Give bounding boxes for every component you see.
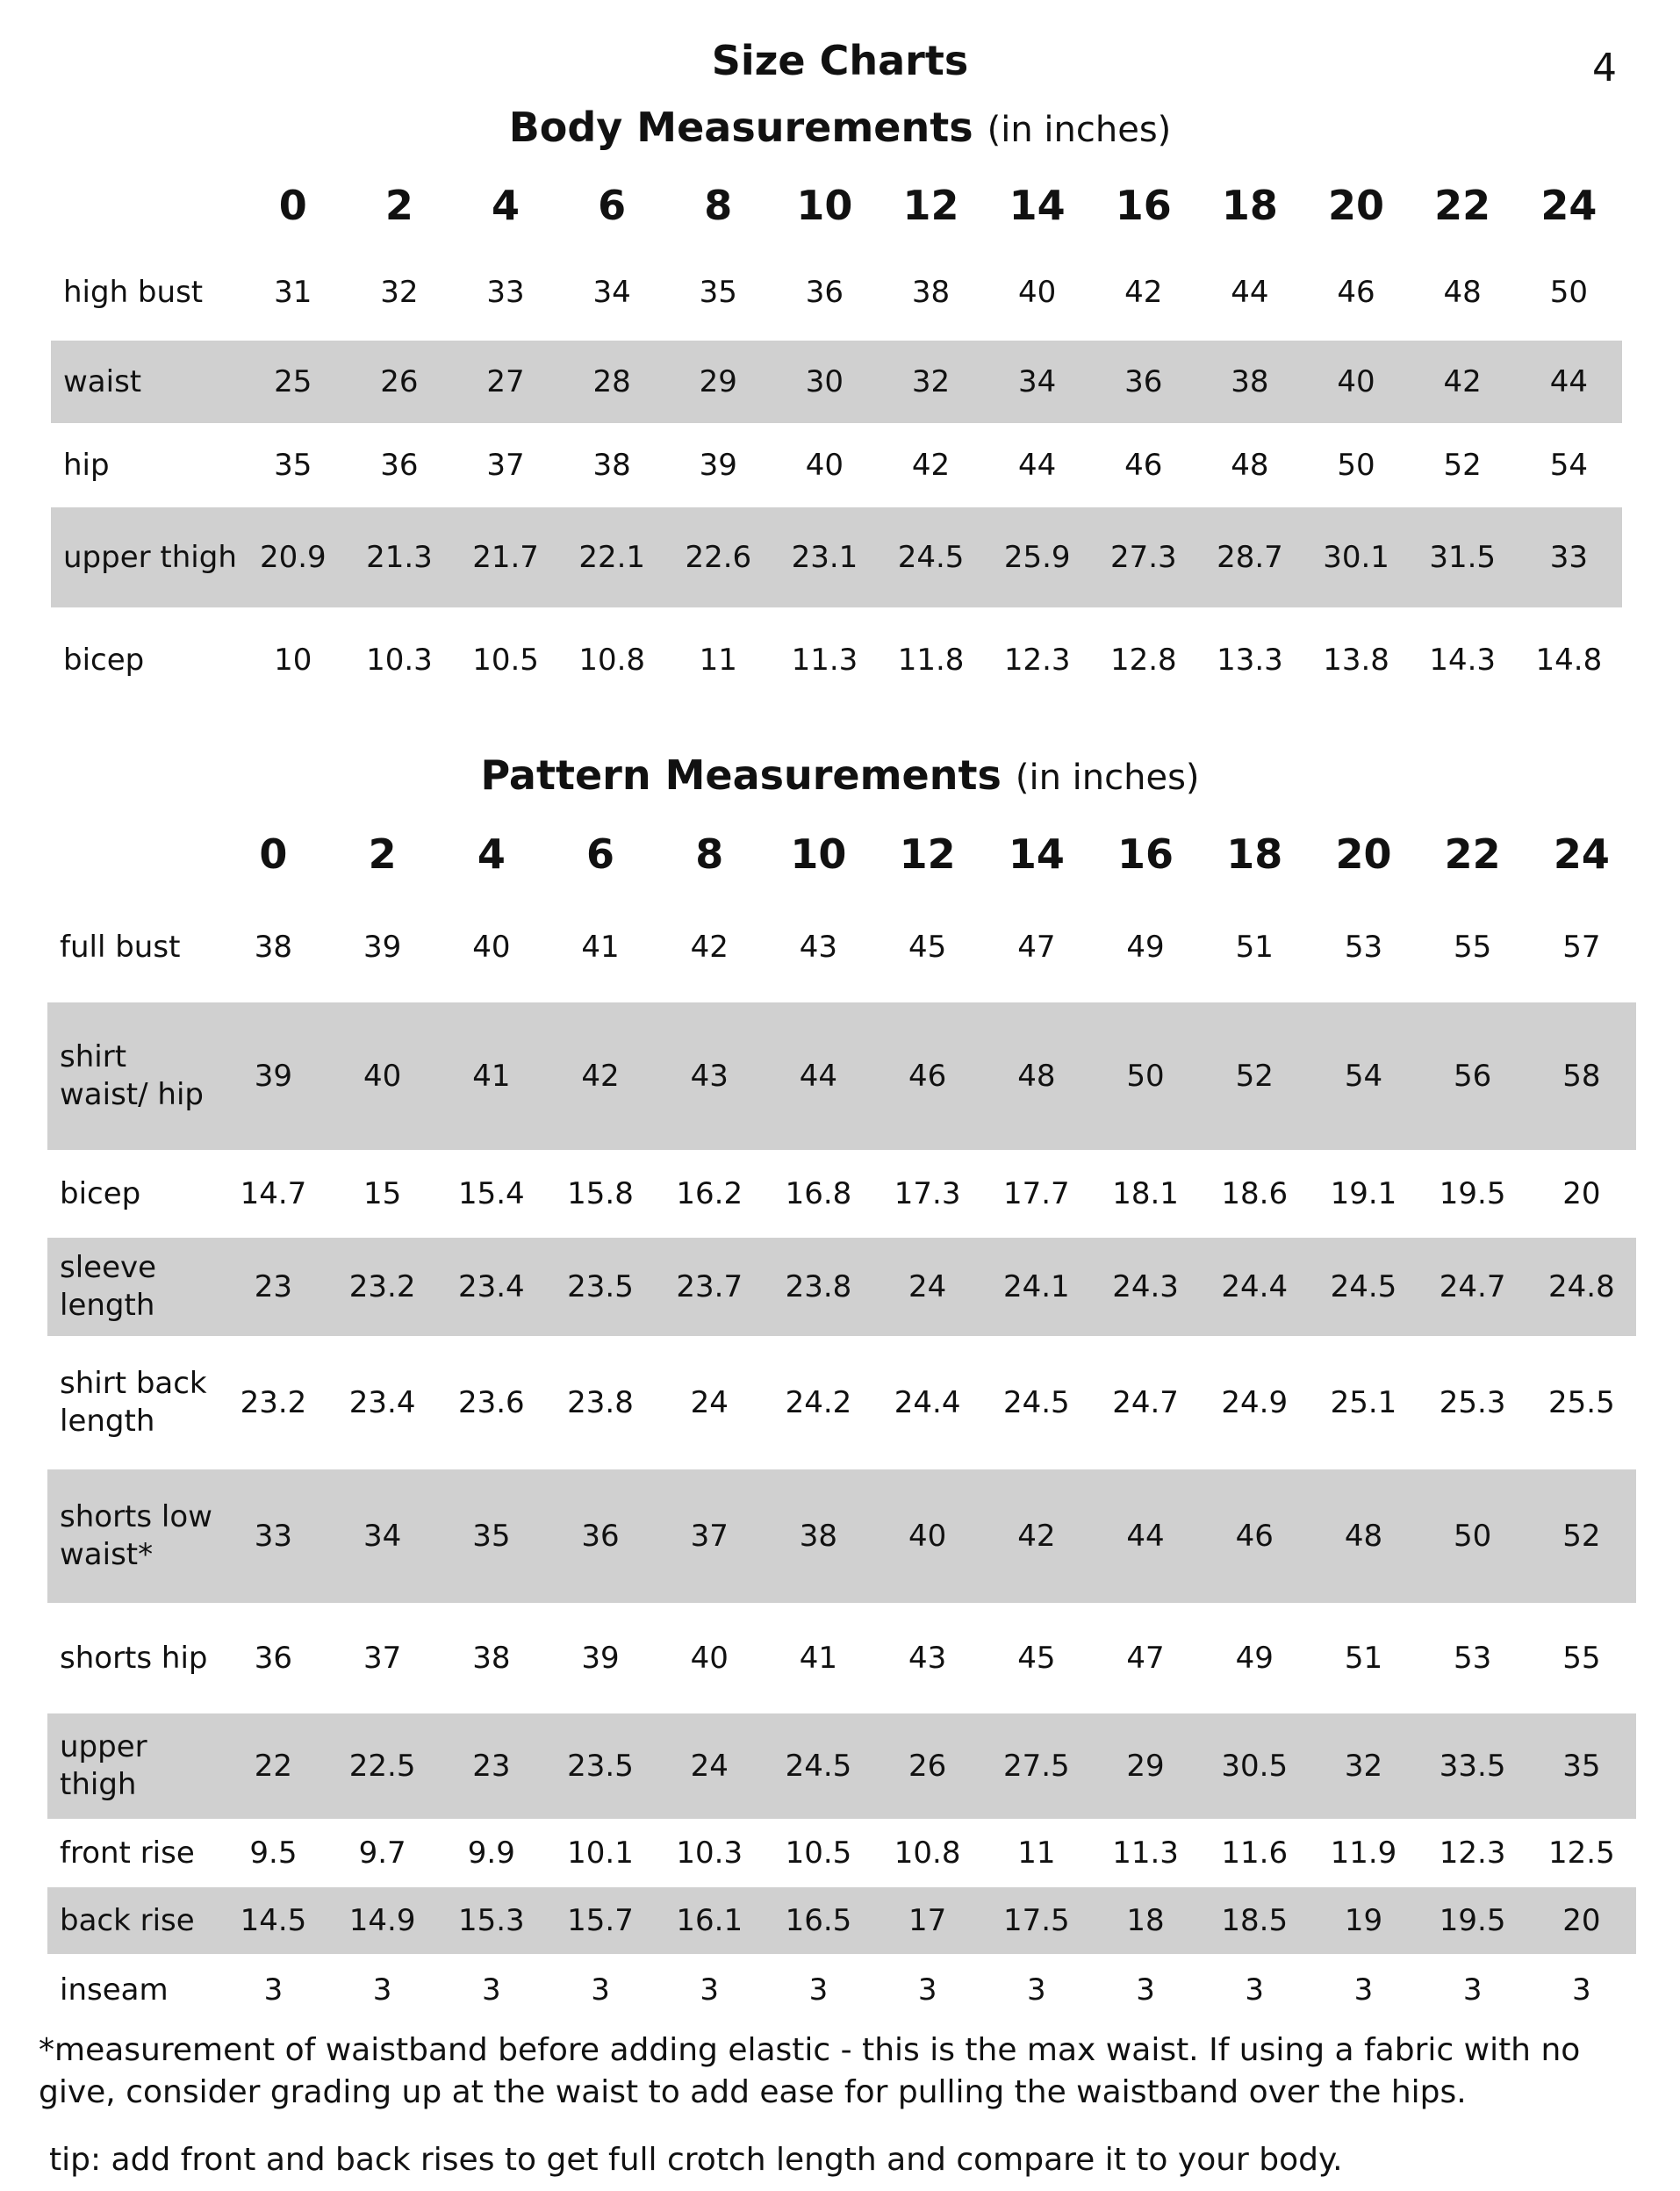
size-header: 0 — [259, 830, 288, 878]
table-cell: 57 — [1562, 930, 1601, 965]
table-cell: 52 — [1527, 1469, 1636, 1603]
row-label: high bust — [63, 274, 204, 310]
table-cell: 14.3 — [1429, 643, 1497, 678]
table-cell: 40 — [1018, 275, 1057, 310]
table-cell: 50 — [1549, 275, 1588, 310]
table-cell: 23.8 — [567, 1385, 634, 1420]
table-cell: 36 — [805, 275, 844, 310]
table-cell: 39 — [219, 1002, 327, 1150]
size-header: 8 — [695, 830, 724, 878]
table-cell: 30 — [772, 341, 878, 423]
table-cell: 38 — [1196, 341, 1303, 423]
table-row — [51, 607, 1622, 713]
table-cell: 17.7 — [1002, 1176, 1070, 1211]
table-cell: 53 — [1344, 930, 1383, 965]
size-header: 16 — [1117, 830, 1174, 878]
table-cell: 20 — [1527, 1887, 1636, 1954]
table-cell: 14.5 — [219, 1887, 327, 1954]
table-row — [47, 1603, 1636, 1713]
table-cell: 32 — [1309, 1713, 1418, 1819]
table-cell: 24.5 — [878, 507, 984, 607]
size-header: 22 — [1444, 830, 1501, 878]
table-cell: 44 — [1516, 341, 1622, 423]
table-cell: 25 — [240, 341, 346, 423]
table-cell: 49 — [1126, 930, 1165, 965]
table-cell: 16.8 — [785, 1176, 852, 1211]
table-cell: 22.6 — [665, 507, 772, 607]
table-cell: 3 — [372, 1972, 392, 2008]
table-cell: 42 — [1124, 275, 1163, 310]
size-header: 2 — [368, 830, 397, 878]
table-cell: 25.5 — [1548, 1385, 1615, 1420]
table-cell: 10.5 — [785, 1835, 852, 1871]
table-cell: 12.3 — [1439, 1835, 1506, 1871]
table-cell: 3 — [482, 1972, 501, 2008]
table-cell: 3 — [700, 1972, 720, 2008]
table-row — [47, 1150, 1636, 1238]
table-cell: 10.3 — [676, 1835, 743, 1871]
table-cell: 35 — [274, 448, 312, 483]
table-cell: 31.5 — [1410, 507, 1516, 607]
table-cell: 51 — [1344, 1641, 1383, 1676]
table-cell: 25.3 — [1439, 1385, 1506, 1420]
table-cell: 35 — [437, 1469, 546, 1603]
table-cell: 14.7 — [240, 1176, 307, 1211]
size-header: 16 — [1115, 182, 1172, 229]
table-cell: 15.7 — [546, 1887, 655, 1954]
table-cell: 9.9 — [467, 1835, 515, 1871]
table-cell: 46 — [1200, 1469, 1309, 1603]
row-label: hip — [63, 447, 110, 483]
table-cell: 40 — [328, 1002, 437, 1150]
row-label: back rise — [47, 1887, 219, 1954]
table-cell: 56 — [1418, 1002, 1527, 1150]
table-cell: 48 — [1309, 1469, 1418, 1603]
size-header: 6 — [586, 830, 615, 878]
table-cell: 24.4 — [1200, 1238, 1309, 1336]
table-cell: 24.2 — [785, 1385, 852, 1420]
table-cell: 31 — [274, 275, 312, 310]
table-cell: 13.8 — [1323, 643, 1389, 678]
size-header: 12 — [899, 830, 956, 878]
size-header: 6 — [598, 182, 627, 229]
table-cell: 50 — [1091, 1002, 1200, 1150]
table-row — [47, 1819, 1636, 1887]
pattern-heading-unit: (in inches) — [1015, 758, 1200, 798]
body-heading-unit: (in inches) — [987, 110, 1172, 150]
table-cell: 15.4 — [457, 1176, 525, 1211]
table-cell: 12.8 — [1109, 643, 1177, 678]
table-cell: 3 — [1462, 1972, 1483, 2008]
table-cell: 9.5 — [249, 1835, 298, 1871]
row-label: shorts hip — [60, 1640, 208, 1676]
table-cell: 34 — [592, 275, 631, 310]
body-measurements-table — [51, 167, 1622, 713]
size-header: 22 — [1434, 182, 1491, 229]
size-header-row — [51, 167, 1622, 244]
table-cell: 45 — [908, 930, 947, 965]
table-cell: 34 — [984, 341, 1090, 423]
table-cell: 38 — [472, 1641, 511, 1676]
table-cell: 37 — [655, 1469, 764, 1603]
table-cell: 13.3 — [1217, 643, 1283, 678]
table-cell: 25.1 — [1330, 1385, 1397, 1420]
table-cell: 32 — [878, 341, 984, 423]
table-cell: 23 — [219, 1238, 327, 1336]
table-cell: 18.5 — [1200, 1887, 1309, 1954]
table-cell: 37 — [363, 1641, 402, 1676]
table-cell: 37 — [486, 448, 525, 483]
row-label: shirt waist/ hip — [47, 1002, 219, 1150]
size-header: 0 — [278, 182, 307, 229]
table-cell: 23.2 — [328, 1238, 437, 1336]
table-cell: 3 — [1027, 1972, 1046, 2008]
table-cell: 12.5 — [1548, 1835, 1615, 1871]
page-title: Size Charts — [711, 37, 969, 84]
table-cell: 39 — [699, 448, 737, 483]
table-cell: 19.5 — [1439, 1176, 1506, 1211]
pattern-measurements-heading — [0, 751, 1680, 799]
table-cell: 36 — [546, 1469, 655, 1603]
table-cell: 29 — [1091, 1713, 1200, 1819]
row-label: upper thigh — [51, 507, 240, 607]
row-label: shorts low waist* — [47, 1469, 219, 1603]
table-cell: 53 — [1454, 1641, 1492, 1676]
row-label: full bust — [60, 929, 181, 965]
table-cell: 42 — [690, 930, 729, 965]
table-cell: 11.8 — [897, 643, 965, 678]
table-cell: 27 — [452, 341, 558, 423]
table-cell: 42 — [1410, 341, 1516, 423]
table-cell: 10.1 — [567, 1835, 634, 1871]
size-header: 4 — [477, 830, 506, 878]
table-cell: 36 — [380, 448, 419, 483]
table-cell: 27.3 — [1090, 507, 1196, 607]
table-cell: 11 — [1017, 1835, 1056, 1871]
table-cell: 10.5 — [472, 643, 539, 678]
row-label: bicep — [60, 1175, 141, 1211]
table-cell: 33 — [486, 275, 525, 310]
size-header: 2 — [384, 182, 413, 229]
table-cell: 22 — [219, 1713, 327, 1819]
table-cell: 23.5 — [546, 1238, 655, 1336]
row-label: upper thigh — [47, 1713, 219, 1819]
table-cell: 47 — [1126, 1641, 1165, 1676]
table-cell: 36 — [1090, 341, 1196, 423]
table-cell: 3 — [1245, 1972, 1265, 2008]
table-cell: 20 — [1562, 1176, 1601, 1211]
table-cell: 18.6 — [1221, 1176, 1289, 1211]
table-cell: 18 — [1091, 1887, 1200, 1954]
table-row — [47, 1336, 1636, 1469]
table-cell: 40 — [873, 1469, 982, 1603]
table-cell: 36 — [254, 1641, 293, 1676]
table-cell: 24.9 — [1221, 1385, 1289, 1420]
table-row — [47, 1954, 1636, 2026]
header-blank — [47, 816, 219, 892]
table-cell: 23.4 — [348, 1385, 416, 1420]
row-label: shirt back length — [60, 1366, 207, 1439]
table-cell: 44 — [1018, 448, 1057, 483]
size-header: 14 — [1008, 830, 1065, 878]
table-cell: 16.5 — [764, 1887, 872, 1954]
table-cell: 42 — [982, 1469, 1091, 1603]
table-cell: 40 — [1303, 341, 1409, 423]
table-cell: 11.3 — [791, 643, 858, 678]
table-cell: 30.1 — [1303, 507, 1409, 607]
table-cell: 11.9 — [1330, 1835, 1397, 1871]
size-header: 24 — [1540, 182, 1597, 229]
pattern-heading-text: Pattern Measurements — [480, 751, 1002, 799]
table-cell: 54 — [1309, 1002, 1418, 1150]
size-header-row — [47, 816, 1636, 892]
table-cell: 9.7 — [358, 1835, 406, 1871]
table-cell: 23.6 — [457, 1385, 525, 1420]
table-cell: 41 — [437, 1002, 546, 1150]
table-cell: 27.5 — [982, 1713, 1091, 1819]
table-cell: 10 — [274, 643, 312, 678]
table-cell: 23.5 — [546, 1713, 655, 1819]
table-cell: 16.2 — [676, 1176, 743, 1211]
table-cell: 21.7 — [452, 507, 558, 607]
table-row — [51, 341, 1622, 423]
table-cell: 44 — [1231, 275, 1269, 310]
table-cell: 33.5 — [1418, 1713, 1527, 1819]
table-cell: 40 — [472, 930, 511, 965]
table-cell: 17 — [873, 1887, 982, 1954]
table-cell: 15.3 — [437, 1887, 546, 1954]
table-row — [47, 1002, 1636, 1150]
table-cell: 38 — [764, 1469, 872, 1603]
size-header: 24 — [1553, 830, 1610, 878]
table-cell: 38 — [592, 448, 631, 483]
table-cell: 45 — [1017, 1641, 1056, 1676]
row-label: inseam — [60, 1972, 169, 2008]
table-cell: 23.4 — [437, 1238, 546, 1336]
table-cell: 17.5 — [982, 1887, 1091, 1954]
table-cell: 35 — [699, 275, 737, 310]
table-cell: 22.5 — [328, 1713, 437, 1819]
table-cell: 23.7 — [655, 1238, 764, 1336]
table-cell: 38 — [254, 930, 293, 965]
table-cell: 44 — [1091, 1469, 1200, 1603]
table-cell: 51 — [1235, 930, 1274, 965]
size-header: 12 — [902, 182, 959, 229]
table-cell: 48 — [1231, 448, 1269, 483]
table-cell: 24.5 — [764, 1713, 872, 1819]
table-cell: 50 — [1337, 448, 1375, 483]
row-label: bicep — [63, 642, 145, 678]
table-row — [51, 244, 1622, 341]
table-cell: 50 — [1418, 1469, 1527, 1603]
table-cell: 52 — [1200, 1002, 1309, 1150]
table-cell: 19 — [1309, 1887, 1418, 1954]
table-cell: 44 — [764, 1002, 872, 1150]
table-cell: 24 — [873, 1238, 982, 1336]
table-cell: 25.9 — [984, 507, 1090, 607]
table-cell: 24 — [690, 1385, 729, 1420]
table-cell: 54 — [1549, 448, 1588, 483]
table-cell: 24.5 — [1002, 1385, 1070, 1420]
row-label: waist — [51, 341, 240, 423]
table-cell: 24.7 — [1112, 1385, 1179, 1420]
table-cell: 10.8 — [894, 1835, 961, 1871]
table-cell: 22.1 — [559, 507, 665, 607]
table-cell: 38 — [911, 275, 951, 310]
footnote: *measurement of waistband before adding elastic - this is the max waist. If using a fabric with no give, consider grading up at the waist to add ease for pulling the waistband over the hips. — [39, 2032, 1581, 2110]
table-cell: 42 — [911, 448, 951, 483]
table-cell: 3 — [591, 1972, 610, 2008]
table-row — [47, 1469, 1636, 1603]
table-cell: 28.7 — [1196, 507, 1303, 607]
table-cell: 48 — [1443, 275, 1482, 310]
table-cell: 24.8 — [1527, 1238, 1636, 1336]
size-header: 10 — [796, 182, 853, 229]
table-cell: 41 — [799, 1641, 838, 1676]
table-cell: 40 — [690, 1641, 729, 1676]
table-row — [51, 423, 1622, 507]
table-cell: 41 — [581, 930, 620, 965]
table-cell: 43 — [655, 1002, 764, 1150]
size-header: 4 — [492, 182, 521, 229]
body-heading-text: Body Measurements — [508, 104, 973, 151]
table-cell: 21.3 — [346, 507, 452, 607]
header-blank — [51, 167, 240, 244]
table-cell: 24.7 — [1418, 1238, 1527, 1336]
table-cell: 10.8 — [578, 643, 646, 678]
table-row — [51, 507, 1622, 607]
table-cell: 30.5 — [1200, 1713, 1309, 1819]
size-header: 10 — [790, 830, 847, 878]
table-cell: 15.8 — [567, 1176, 634, 1211]
table-row — [47, 1887, 1636, 1954]
table-cell: 18.1 — [1112, 1176, 1179, 1211]
table-cell: 52 — [1443, 448, 1482, 483]
table-cell: 46 — [873, 1002, 982, 1150]
table-cell: 24.5 — [1309, 1238, 1418, 1336]
table-cell: 14.9 — [328, 1887, 437, 1954]
table-cell: 33 — [1516, 507, 1622, 607]
table-cell: 24.3 — [1091, 1238, 1200, 1336]
table-cell: 16.1 — [655, 1887, 764, 1954]
table-cell: 43 — [908, 1641, 947, 1676]
size-header: 20 — [1328, 182, 1385, 229]
table-row — [47, 1713, 1636, 1819]
table-cell: 33 — [219, 1469, 327, 1603]
table-cell: 11.6 — [1221, 1835, 1289, 1871]
size-header: 20 — [1335, 830, 1392, 878]
pattern-measurements-table — [47, 816, 1636, 2026]
table-row — [47, 892, 1636, 1002]
table-cell: 55 — [1454, 930, 1492, 965]
table-cell: 46 — [1124, 448, 1163, 483]
table-cell: 43 — [799, 930, 838, 965]
body-measurements-heading — [0, 104, 1680, 151]
table-cell: 58 — [1527, 1002, 1636, 1150]
table-cell: 3 — [1353, 1972, 1374, 2008]
table-cell: 26 — [873, 1713, 982, 1819]
table-cell: 42 — [546, 1002, 655, 1150]
table-cell: 39 — [581, 1641, 620, 1676]
table-cell: 23.8 — [764, 1238, 872, 1336]
row-label: front rise — [60, 1835, 195, 1871]
table-cell: 3 — [1572, 1972, 1591, 2008]
size-header: 18 — [1221, 182, 1278, 229]
table-cell: 47 — [1017, 930, 1056, 965]
table-cell: 40 — [805, 448, 844, 483]
table-cell: 23.2 — [240, 1385, 307, 1420]
table-cell: 26 — [346, 341, 452, 423]
table-cell: 55 — [1562, 1641, 1601, 1676]
table-cell: 34 — [328, 1469, 437, 1603]
size-header: 8 — [704, 182, 733, 229]
table-cell: 11.3 — [1112, 1835, 1179, 1871]
table-cell: 32 — [380, 275, 419, 310]
table-cell: 46 — [1337, 275, 1375, 310]
size-header: 14 — [1009, 182, 1066, 229]
table-cell: 29 — [665, 341, 772, 423]
tip-note: tip: add front and back rises to get full crotch length and compare it to your body. — [49, 2142, 1343, 2178]
table-cell: 3 — [917, 1972, 937, 2008]
table-cell: 35 — [1527, 1713, 1636, 1819]
table-cell: 11 — [699, 643, 737, 678]
table-cell: 3 — [808, 1972, 829, 2008]
table-cell: 39 — [363, 930, 402, 965]
table-cell: 24.4 — [894, 1385, 961, 1420]
page-number: 4 — [1592, 46, 1617, 90]
table-cell: 48 — [982, 1002, 1091, 1150]
table-cell: 24 — [655, 1713, 764, 1819]
table-cell: 3 — [1136, 1972, 1155, 2008]
table-cell: 10.3 — [366, 643, 433, 678]
table-cell: 23.1 — [772, 507, 878, 607]
table-row — [47, 1238, 1636, 1336]
table-cell: 19.1 — [1330, 1176, 1397, 1211]
table-cell: 3 — [263, 1972, 284, 2008]
table-cell: 17.3 — [894, 1176, 961, 1211]
table-cell: 15 — [363, 1176, 402, 1211]
table-cell: 12.3 — [1003, 643, 1071, 678]
table-cell: 28 — [559, 341, 665, 423]
table-cell: 19.5 — [1418, 1887, 1527, 1954]
table-cell: 20.9 — [240, 507, 346, 607]
table-cell: 23 — [437, 1713, 546, 1819]
table-cell: 49 — [1235, 1641, 1274, 1676]
table-cell: 14.8 — [1535, 643, 1603, 678]
row-label: sleeve length — [47, 1238, 219, 1336]
table-cell: 24.1 — [982, 1238, 1091, 1336]
size-header: 18 — [1226, 830, 1283, 878]
